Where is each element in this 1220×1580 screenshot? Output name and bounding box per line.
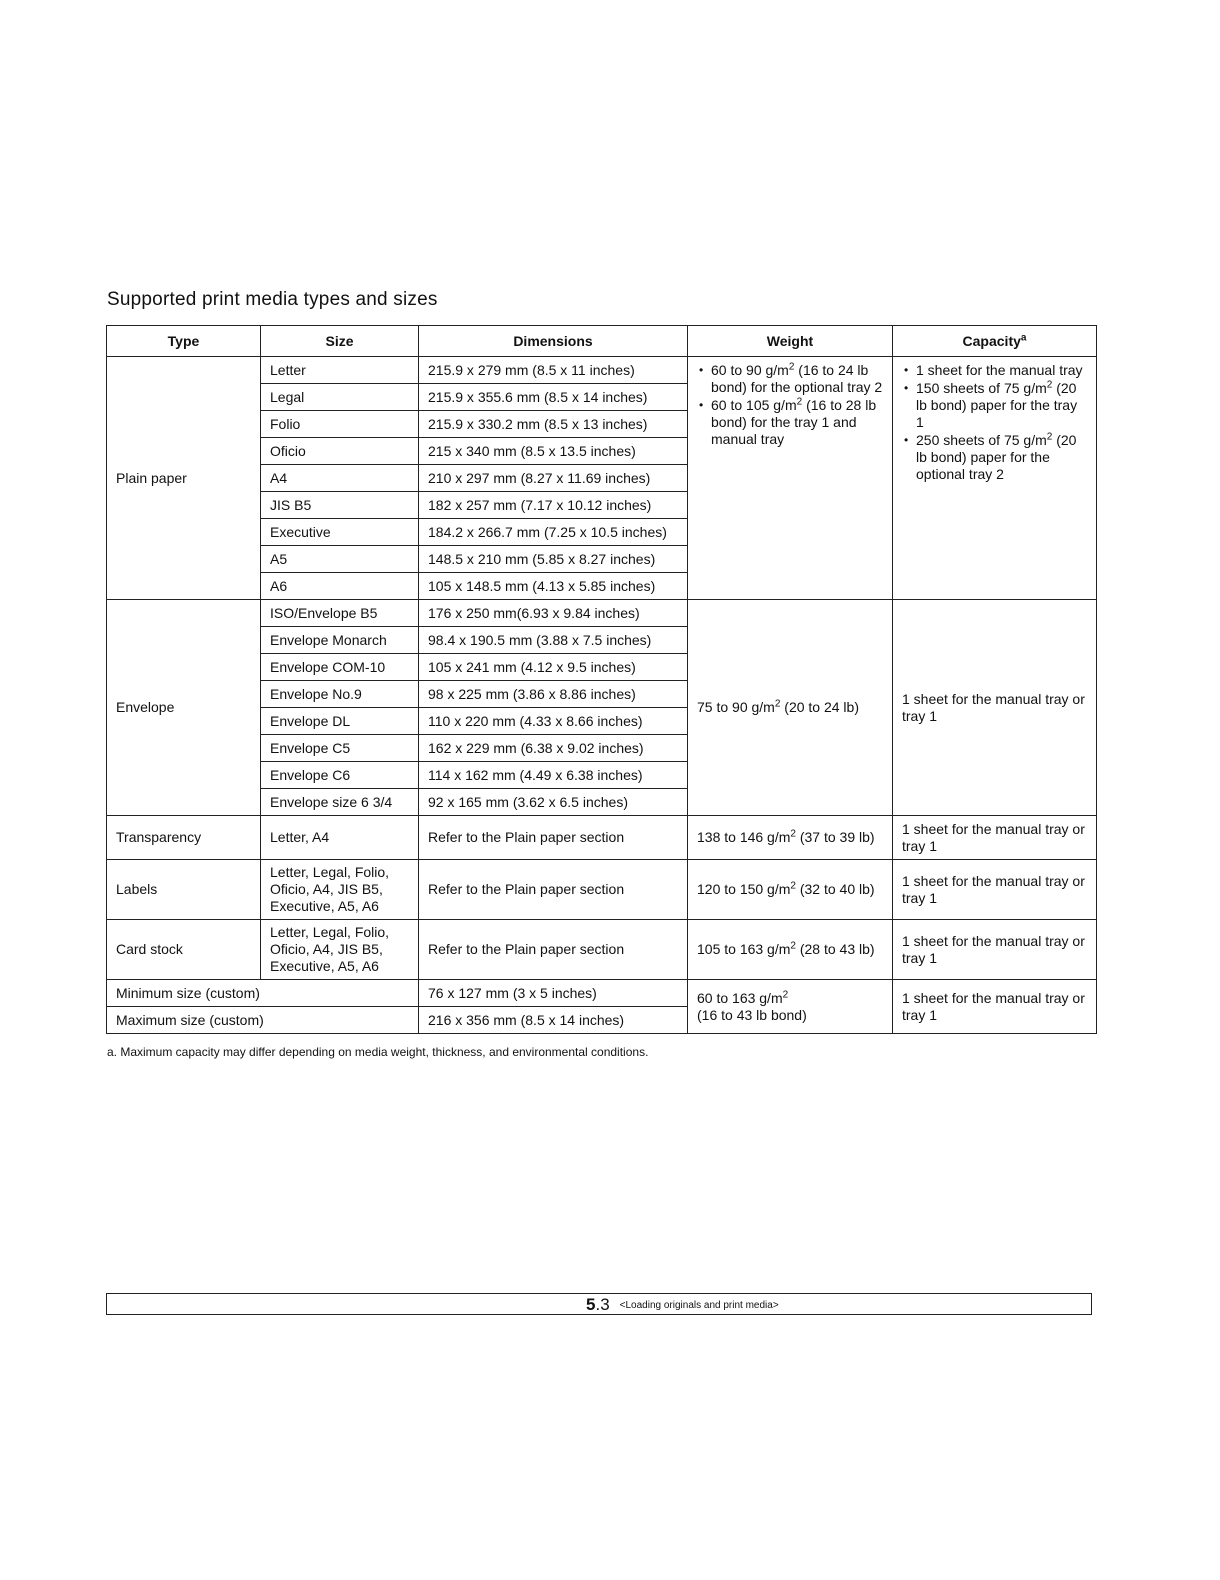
custom-min-label: Minimum size (custom) bbox=[107, 980, 419, 1007]
dimensions-cell: 76 x 127 mm (3 x 5 inches) bbox=[419, 980, 688, 1007]
size-cell: A6 bbox=[261, 573, 419, 600]
footnote-mark: a bbox=[1020, 331, 1027, 343]
superscript: 2 bbox=[782, 988, 789, 1000]
type-cell: Envelope bbox=[107, 600, 261, 816]
list-item bbox=[916, 432, 1087, 483]
size-cell: JIS B5 bbox=[261, 492, 419, 519]
dimensions-cell: 215.9 x 330.2 mm (8.5 x 13 inches) bbox=[419, 411, 688, 438]
weight-text: 60 to 105 g/m bbox=[711, 397, 797, 413]
size-cell: Letter, Legal, Folio, Oficio, A4, JIS B5, Executive, A5, A6 bbox=[261, 920, 419, 980]
weight-text: (32 to 40 lb) bbox=[795, 881, 875, 897]
dimensions-cell: Refer to the Plain paper section bbox=[419, 860, 688, 920]
col-header-dimensions: Dimensions bbox=[419, 326, 688, 357]
dimensions-cell: Refer to the Plain paper section bbox=[419, 920, 688, 980]
size-cell: Oficio bbox=[261, 438, 419, 465]
capacity-text: (20 lb bond) paper for the tray 1 bbox=[916, 380, 1078, 430]
superscript: 2 bbox=[788, 361, 795, 373]
table-row bbox=[107, 816, 1097, 860]
capacity-text: (20 lb bond) paper for the optional tray 2 bbox=[916, 432, 1077, 482]
weight-text: 105 to 163 g/m bbox=[697, 941, 791, 957]
capacity-cell: 1 sheet for the manual tray or tray 1 bbox=[893, 816, 1097, 860]
size-cell: Letter bbox=[261, 357, 419, 384]
table-row bbox=[107, 357, 1097, 384]
dimensions-cell: 216 x 356 mm (8.5 x 14 inches) bbox=[419, 1007, 688, 1034]
size-cell: A5 bbox=[261, 546, 419, 573]
table-row bbox=[107, 980, 1097, 1007]
superscript: 2 bbox=[1046, 379, 1053, 391]
section-number: .3 bbox=[595, 1295, 610, 1314]
col-header-weight: Weight bbox=[688, 326, 893, 357]
superscript: 2 bbox=[790, 880, 796, 892]
dimensions-cell: 114 x 162 mm (4.49 x 6.38 inches) bbox=[419, 762, 688, 789]
weight-text: 120 to 150 g/m bbox=[697, 881, 791, 897]
weight-text: 60 to 90 g/m bbox=[711, 362, 789, 378]
dimensions-cell: 110 x 220 mm (4.33 x 8.66 inches) bbox=[419, 708, 688, 735]
size-cell: Envelope C5 bbox=[261, 735, 419, 762]
media-table bbox=[106, 325, 1097, 1034]
dimensions-cell: 215 x 340 mm (8.5 x 13.5 inches) bbox=[419, 438, 688, 465]
type-cell: Transparency bbox=[107, 816, 261, 860]
weight-text: (16 to 28 lb bond) for the tray 1 and manual tray bbox=[711, 397, 877, 447]
size-cell: A4 bbox=[261, 465, 419, 492]
weight-list bbox=[697, 362, 883, 448]
weight-cell bbox=[688, 920, 893, 980]
weight-cell bbox=[688, 980, 893, 1034]
col-header-type: Type bbox=[107, 326, 261, 357]
chapter-title: <Loading originals and print media> bbox=[619, 1300, 779, 1311]
size-cell: Envelope size 6 3/4 bbox=[261, 789, 419, 816]
table-row bbox=[107, 920, 1097, 980]
weight-text: 60 to 163 g/m bbox=[697, 989, 783, 1006]
weight-text: 75 to 90 g/m bbox=[697, 699, 775, 715]
weight-text: (37 to 39 lb) bbox=[795, 829, 875, 845]
table-row bbox=[107, 860, 1097, 920]
weight-text: (16 to 24 lb bond) for the optional tray 2 bbox=[711, 362, 883, 395]
superscript: 2 bbox=[790, 828, 796, 840]
size-cell: Letter, A4 bbox=[261, 816, 419, 860]
dimensions-cell: 148.5 x 210 mm (5.85 x 8.27 inches) bbox=[419, 546, 688, 573]
dimensions-cell: 92 x 165 mm (3.62 x 6.5 inches) bbox=[419, 789, 688, 816]
size-cell: Envelope No.9 bbox=[261, 681, 419, 708]
dimensions-cell: 105 x 241 mm (4.12 x 9.5 inches) bbox=[419, 654, 688, 681]
dimensions-cell: 105 x 148.5 mm (4.13 x 5.85 inches) bbox=[419, 573, 688, 600]
superscript: 2 bbox=[774, 698, 781, 710]
capacity-text: 250 sheets of 75 g/m bbox=[916, 432, 1047, 448]
capacity-cell bbox=[893, 357, 1097, 600]
weight-cell bbox=[688, 600, 893, 816]
dimensions-cell: 184.2 x 266.7 mm (7.25 x 10.5 inches) bbox=[419, 519, 688, 546]
page-footer bbox=[586, 1295, 779, 1315]
weight-cell bbox=[688, 357, 893, 600]
weight-text: (16 to 43 lb bond) bbox=[697, 1006, 807, 1023]
custom-max-label: Maximum size (custom) bbox=[107, 1007, 419, 1034]
weight-text: (20 to 24 lb) bbox=[780, 699, 859, 715]
size-cell: ISO/Envelope B5 bbox=[261, 600, 419, 627]
list-item: • 1 sheet for the manual tray bbox=[916, 362, 1087, 379]
dimensions-cell: 162 x 229 mm (6.38 x 9.02 inches) bbox=[419, 735, 688, 762]
size-cell: Executive bbox=[261, 519, 419, 546]
col-header-size: Size bbox=[261, 326, 419, 357]
capacity-header-label: Capacity bbox=[962, 332, 1021, 349]
type-cell: Labels bbox=[107, 860, 261, 920]
size-cell: Folio bbox=[261, 411, 419, 438]
capacity-cell: 1 sheet for the manual tray or tray 1 bbox=[893, 600, 1097, 816]
dimensions-cell: Refer to the Plain paper section bbox=[419, 816, 688, 860]
dimensions-cell: 215.9 x 279 mm (8.5 x 11 inches) bbox=[419, 357, 688, 384]
dimensions-cell: 98.4 x 190.5 mm (3.88 x 7.5 inches) bbox=[419, 627, 688, 654]
table-header-row bbox=[107, 326, 1097, 357]
size-cell: Legal bbox=[261, 384, 419, 411]
footnote: a. Maximum capacity may differ depending on media weight, thickness, and environmental conditions. bbox=[107, 1045, 649, 1059]
list-item bbox=[711, 397, 883, 448]
type-cell: Card stock bbox=[107, 920, 261, 980]
chapter-number: 5 bbox=[586, 1295, 596, 1314]
list-item bbox=[711, 362, 883, 396]
weight-text: (28 to 43 lb) bbox=[795, 941, 875, 957]
page-number bbox=[586, 1295, 610, 1314]
dimensions-cell: 210 x 297 mm (8.27 x 11.69 inches) bbox=[419, 465, 688, 492]
capacity-cell: 1 sheet for the manual tray or tray 1 bbox=[893, 860, 1097, 920]
weight-text: 138 to 146 g/m bbox=[697, 829, 791, 845]
capacity-text: 150 sheets of 75 g/m bbox=[916, 380, 1047, 396]
col-header-capacity bbox=[893, 326, 1097, 357]
table-row bbox=[107, 600, 1097, 627]
size-cell: Envelope C6 bbox=[261, 762, 419, 789]
weight-cell bbox=[688, 816, 893, 860]
capacity-cell: 1 sheet for the manual tray or tray 1 bbox=[893, 980, 1097, 1034]
size-cell: Letter, Legal, Folio, Oficio, A4, JIS B5, Executive, A5, A6 bbox=[261, 860, 419, 920]
size-cell: Envelope Monarch bbox=[261, 627, 419, 654]
type-cell: Plain paper bbox=[107, 357, 261, 600]
dimensions-cell: 182 x 257 mm (7.17 x 10.12 inches) bbox=[419, 492, 688, 519]
capacity-list bbox=[902, 362, 1087, 483]
superscript: 2 bbox=[1046, 431, 1053, 443]
superscript: 2 bbox=[796, 396, 803, 408]
weight-cell bbox=[688, 860, 893, 920]
size-cell: Envelope DL bbox=[261, 708, 419, 735]
page-title: Supported print media types and sizes bbox=[107, 289, 438, 310]
size-cell: Envelope COM-10 bbox=[261, 654, 419, 681]
superscript: 2 bbox=[790, 940, 796, 952]
list-item bbox=[916, 380, 1087, 431]
dimensions-cell: 215.9 x 355.6 mm (8.5 x 14 inches) bbox=[419, 384, 688, 411]
dimensions-cell: 176 x 250 mm(6.93 x 9.84 inches) bbox=[419, 600, 688, 627]
dimensions-cell: 98 x 225 mm (3.86 x 8.86 inches) bbox=[419, 681, 688, 708]
capacity-cell: 1 sheet for the manual tray or tray 1 bbox=[893, 920, 1097, 980]
